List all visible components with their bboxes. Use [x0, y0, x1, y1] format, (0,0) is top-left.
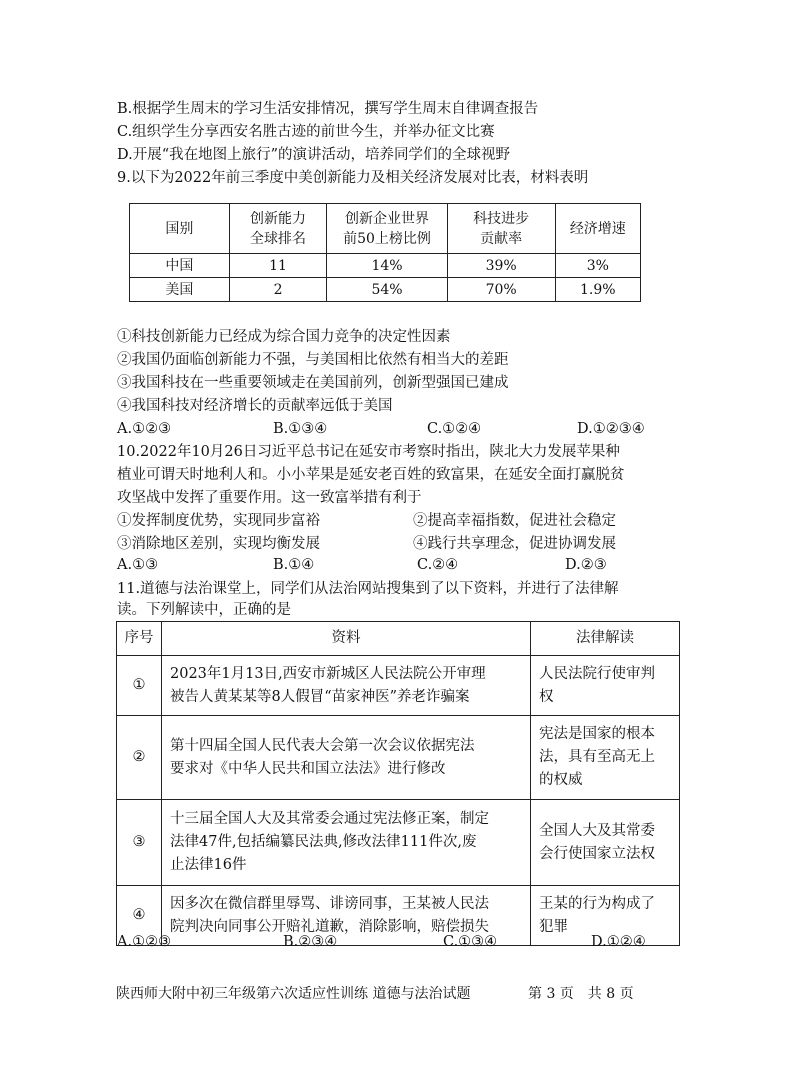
q10-stem-line-3: 攻坚战中发挥了重要作用。这一致富举措有利于 — [117, 490, 422, 506]
q11-row-number: ① — [117, 656, 162, 716]
q10-statement-2: ②提高幸福指数，促进社会稳定 — [413, 513, 616, 529]
q11-stem-line-2: 读。下列解读中，正确的是 — [117, 602, 291, 618]
q9-statement-4: ④我国科技对经济增长的贡献率远低于美国 — [117, 398, 393, 414]
q9-cell: 54% — [327, 278, 447, 302]
q9-cell: 39% — [447, 254, 555, 278]
q11-option-c: C.①③④ — [443, 934, 498, 950]
q11-row-reading: 王某的行为构成了 犯罪 — [531, 886, 680, 946]
q9-cell: 美国 — [130, 278, 230, 302]
q11-table-row — [117, 656, 680, 716]
q8-option-b: B.根据学生周末的学习生活安排情况，撰写学生周末自律调查报告 — [117, 101, 539, 117]
q9-option-d: D.①②③④ — [577, 421, 645, 437]
q9-cell: 70% — [447, 278, 555, 302]
q11-row-reading: 宪法是国家的根本 法，具有至高无上 的权威 — [531, 716, 680, 800]
q8-option-d: D.开展“我在地图上旅行”的演讲活动，培养同学们的全球视野 — [117, 147, 511, 163]
q11-option-a: A.①②③ — [117, 934, 172, 950]
q11-header-material: 资料 — [162, 622, 531, 656]
q11-table-row — [117, 800, 680, 886]
q9-cell: 11 — [229, 254, 327, 278]
q9-statement-2: ②我国仍面临创新能力不强，与美国相比依然有相当大的差距 — [117, 352, 509, 368]
q9-header-enterprise-ratio: 创新企业世界 前50上榜比例 — [327, 204, 447, 254]
q11-materials-table — [116, 621, 680, 946]
q9-stem: 9.以下为2022年前三季度中美创新能力及相关经济发展对比表，材料表明 — [117, 170, 589, 186]
q9-table-row-usa — [130, 278, 641, 302]
q11-table-header-row — [117, 622, 680, 656]
q10-option-c: C.②④ — [417, 557, 459, 573]
q9-cell: 1.9% — [555, 278, 640, 302]
q11-row-number: ③ — [117, 800, 162, 886]
q11-header-reading: 法律解读 — [531, 622, 680, 656]
q10-statement-3: ③消除地区差别，实现均衡发展 — [117, 536, 320, 552]
q10-stem-line-2: 植业可谓天时地利人和。小小苹果是延安老百姓的致富果，在延安全面打赢脱贫 — [117, 467, 625, 483]
q9-cell: 中国 — [130, 254, 230, 278]
q9-header-innovation-rank: 创新能力 全球排名 — [229, 204, 327, 254]
q10-option-a: A.①③ — [117, 557, 159, 573]
q11-row-material: 因多次在微信群里辱骂、诽谤同事，王某被人民法 院判决向同事公开赔礼道歉，消除影响，赔偿损失 — [162, 886, 531, 946]
footer-page-number: 第 3 页 共 8 页 — [528, 986, 634, 1002]
q9-header-country: 国别 — [130, 204, 230, 254]
q9-statement-3: ③我国科技在一些重要领域走在美国前列，创新型强国已建成 — [117, 375, 509, 391]
q11-stem-line-1: 11.道德与法治课堂上，同学们从法治网站搜集到了以下资料，并进行了法律解 — [117, 581, 619, 597]
q10-stem-line-1: 10.2022年10月26日习近平总书记在延安市考察时指出，陕北大力发展苹果种 — [117, 444, 620, 460]
q8-option-c: C.组织学生分享西安名胜古迹的前世今生，并举办征文比赛 — [117, 124, 495, 140]
q9-statement-1: ①科技创新能力已经成为综合国力竞争的决定性因素 — [117, 329, 451, 345]
q11-row-number: ② — [117, 716, 162, 800]
q11-row-material: 第十四届全国人民代表大会第一次会议依据宪法 要求对《中华人民共和国立法法》进行修改 — [162, 716, 531, 800]
q9-table-row-china — [130, 254, 641, 278]
q9-option-a: A.①②③ — [117, 421, 172, 437]
q11-table-row — [117, 716, 680, 800]
q10-option-d: D.②③ — [565, 557, 607, 573]
q11-row-material: 十三届全国人大及其常委会通过宪法修正案，制定 法律47件,包括编纂民法典,修改法律111件次,废 止法律16件 — [162, 800, 531, 886]
q11-row-reading: 人民法院行使审判 权 — [531, 656, 680, 716]
footer-exam-title: 陕西师大附中初三年级第六次适应性训练 道德与法治试题 — [116, 986, 471, 1002]
q11-row-reading: 全国人大及其常委 会行使国家立法权 — [531, 800, 680, 886]
q9-header-growth: 经济增速 — [555, 204, 640, 254]
q10-statement-1: ①发挥制度优势，实现同步富裕 — [117, 513, 320, 529]
q9-option-b: B.①③④ — [273, 421, 328, 437]
q9-header-tech-contribution: 科技进步 贡献率 — [447, 204, 555, 254]
q9-comparison-table — [129, 203, 641, 302]
q10-option-b: B.①④ — [273, 557, 315, 573]
q9-cell: 2 — [229, 278, 327, 302]
q10-statement-4: ④践行共享理念，促进协调发展 — [413, 536, 616, 552]
q11-option-b: B.②③④ — [283, 934, 338, 950]
q11-header-number: 序号 — [117, 622, 162, 656]
q11-row-material: 2023年1月13日,西安市新城区人民法院公开审理 被告人黄某某等8人假冒“苗家神医”养老诈骗案 — [162, 656, 531, 716]
q9-option-c: C.①②④ — [427, 421, 482, 437]
q9-table-header-row — [130, 204, 641, 254]
q11-row-number: ④ — [117, 886, 162, 946]
q9-cell: 3% — [555, 254, 640, 278]
q9-cell: 14% — [327, 254, 447, 278]
q11-option-d: D.①②④ — [591, 934, 646, 950]
